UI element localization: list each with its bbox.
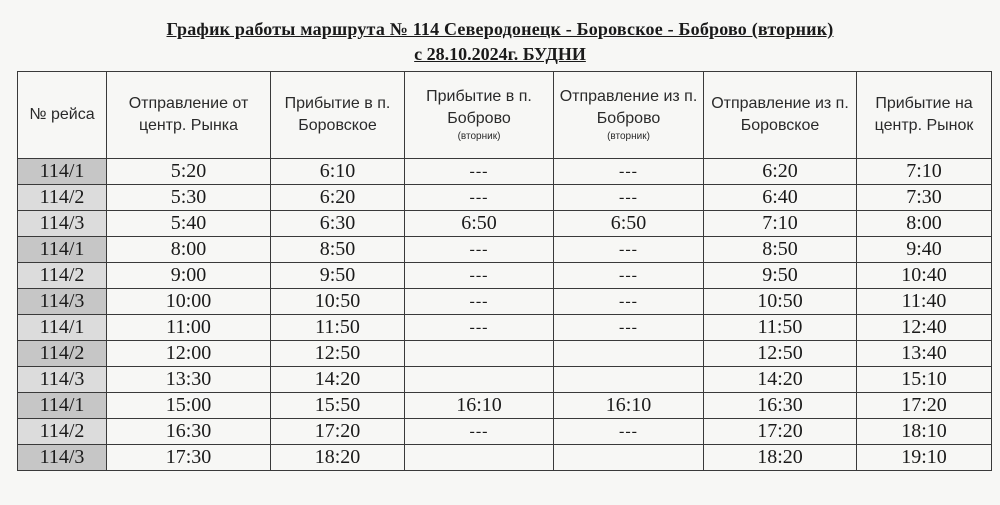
column-header bbox=[857, 72, 992, 159]
time-cell: 16:10 bbox=[405, 393, 554, 419]
time-cell: 5:20 bbox=[107, 159, 271, 185]
time-cell: --- bbox=[554, 289, 704, 315]
time-cell: 10:00 bbox=[107, 289, 271, 315]
table-body bbox=[18, 159, 992, 471]
time-cell: 17:20 bbox=[271, 419, 405, 445]
time-cell: 19:10 bbox=[857, 445, 992, 471]
time-cell: --- bbox=[405, 237, 554, 263]
time-cell: --- bbox=[405, 185, 554, 211]
trip-number-cell: 114/3 bbox=[18, 211, 107, 237]
column-header bbox=[18, 72, 107, 159]
time-cell: 7:10 bbox=[857, 159, 992, 185]
trip-number-cell: 114/2 bbox=[18, 263, 107, 289]
time-cell bbox=[554, 367, 704, 393]
time-cell: 14:20 bbox=[704, 367, 857, 393]
header-row bbox=[18, 72, 992, 159]
time-cell: 15:00 bbox=[107, 393, 271, 419]
time-cell: 12:40 bbox=[857, 315, 992, 341]
trip-number-cell: 114/1 bbox=[18, 237, 107, 263]
time-cell: 17:20 bbox=[857, 393, 992, 419]
trip-number-cell: 114/1 bbox=[18, 159, 107, 185]
time-cell: 8:00 bbox=[107, 237, 271, 263]
table-row bbox=[18, 315, 992, 341]
time-cell: 11:00 bbox=[107, 315, 271, 341]
time-cell: 16:10 bbox=[554, 393, 704, 419]
time-cell: 6:50 bbox=[405, 211, 554, 237]
table-row bbox=[18, 367, 992, 393]
table-row bbox=[18, 341, 992, 367]
column-header-label: Прибытие в п. Боровское bbox=[284, 95, 391, 134]
schedule-table bbox=[17, 71, 992, 471]
time-cell: --- bbox=[554, 237, 704, 263]
column-header-label: Отправление из п. Боровское bbox=[711, 95, 849, 134]
time-cell: 10:50 bbox=[271, 289, 405, 315]
time-cell: 6:40 bbox=[704, 185, 857, 211]
column-header-note: (вторник) bbox=[457, 131, 501, 142]
column-header-label: № рейса bbox=[29, 106, 95, 123]
time-cell: 5:40 bbox=[107, 211, 271, 237]
time-cell: 8:50 bbox=[704, 237, 857, 263]
table-row bbox=[18, 419, 992, 445]
time-cell: 16:30 bbox=[107, 419, 271, 445]
schedule-title: График работы маршрута № 114 Северодонецк - Боровское - Боброво (вторник) bbox=[166, 19, 834, 39]
table-row bbox=[18, 289, 992, 315]
column-header bbox=[704, 72, 857, 159]
time-cell: --- bbox=[554, 419, 704, 445]
time-cell: 9:50 bbox=[704, 263, 857, 289]
time-cell: 18:10 bbox=[857, 419, 992, 445]
time-cell: 14:20 bbox=[271, 367, 405, 393]
time-cell: 15:50 bbox=[271, 393, 405, 419]
table-row bbox=[18, 211, 992, 237]
time-cell: --- bbox=[405, 263, 554, 289]
trip-number-cell: 114/3 bbox=[18, 289, 107, 315]
time-cell: --- bbox=[405, 315, 554, 341]
trip-number-cell: 114/2 bbox=[18, 341, 107, 367]
time-cell: 6:30 bbox=[271, 211, 405, 237]
time-cell: --- bbox=[554, 263, 704, 289]
time-cell: 11:40 bbox=[857, 289, 992, 315]
column-header bbox=[405, 72, 554, 159]
column-header-label: Отправление из п. Боброво bbox=[559, 88, 698, 127]
time-cell: 17:30 bbox=[107, 445, 271, 471]
time-cell: 8:50 bbox=[271, 237, 405, 263]
time-cell: 17:20 bbox=[704, 419, 857, 445]
time-cell: 5:30 bbox=[107, 185, 271, 211]
time-cell: 11:50 bbox=[271, 315, 405, 341]
column-header-note: (вторник) bbox=[607, 131, 650, 142]
time-cell: 15:10 bbox=[857, 367, 992, 393]
time-cell: 16:30 bbox=[704, 393, 857, 419]
column-header-label: Прибытие в п. Боброво bbox=[426, 88, 532, 127]
time-cell: 12:50 bbox=[704, 341, 857, 367]
time-cell: 7:10 bbox=[704, 211, 857, 237]
trip-number-cell: 114/2 bbox=[18, 419, 107, 445]
time-cell bbox=[554, 445, 704, 471]
time-cell: 7:30 bbox=[857, 185, 992, 211]
time-cell: 9:00 bbox=[107, 263, 271, 289]
time-cell: 18:20 bbox=[271, 445, 405, 471]
column-header bbox=[554, 72, 704, 159]
time-cell: 8:00 bbox=[857, 211, 992, 237]
time-cell bbox=[405, 445, 554, 471]
column-header-label: Отправление от центр. Рынка bbox=[128, 95, 249, 134]
time-cell: --- bbox=[554, 185, 704, 211]
time-cell: --- bbox=[405, 289, 554, 315]
time-cell: 9:50 bbox=[271, 263, 405, 289]
schedule-subtitle: с 28.10.2024г. БУДНИ bbox=[414, 44, 586, 64]
time-cell: 13:30 bbox=[107, 367, 271, 393]
time-cell: 10:50 bbox=[704, 289, 857, 315]
time-cell: 6:20 bbox=[271, 185, 405, 211]
table-row bbox=[18, 445, 992, 471]
time-cell bbox=[405, 367, 554, 393]
column-header bbox=[107, 72, 271, 159]
time-cell: 12:00 bbox=[107, 341, 271, 367]
time-cell: 6:10 bbox=[271, 159, 405, 185]
trip-number-cell: 114/1 bbox=[18, 315, 107, 341]
time-cell: 6:50 bbox=[554, 211, 704, 237]
time-cell: --- bbox=[554, 315, 704, 341]
trip-number-cell: 114/3 bbox=[18, 445, 107, 471]
time-cell bbox=[554, 341, 704, 367]
time-cell: 11:50 bbox=[704, 315, 857, 341]
time-cell: 10:40 bbox=[857, 263, 992, 289]
table-row bbox=[18, 263, 992, 289]
table-row bbox=[18, 159, 992, 185]
trip-number-cell: 114/3 bbox=[18, 367, 107, 393]
table-row bbox=[18, 185, 992, 211]
column-header bbox=[271, 72, 405, 159]
time-cell: --- bbox=[405, 159, 554, 185]
table-row bbox=[18, 393, 992, 419]
time-cell: 12:50 bbox=[271, 341, 405, 367]
time-cell bbox=[405, 341, 554, 367]
time-cell: 13:40 bbox=[857, 341, 992, 367]
time-cell: 6:20 bbox=[704, 159, 857, 185]
trip-number-cell: 114/1 bbox=[18, 393, 107, 419]
trip-number-cell: 114/2 bbox=[18, 185, 107, 211]
column-header-label: Прибытие на центр. Рынок bbox=[874, 95, 974, 134]
time-cell: 18:20 bbox=[704, 445, 857, 471]
table-row bbox=[18, 237, 992, 263]
time-cell: 9:40 bbox=[857, 237, 992, 263]
time-cell: --- bbox=[554, 159, 704, 185]
time-cell: --- bbox=[405, 419, 554, 445]
